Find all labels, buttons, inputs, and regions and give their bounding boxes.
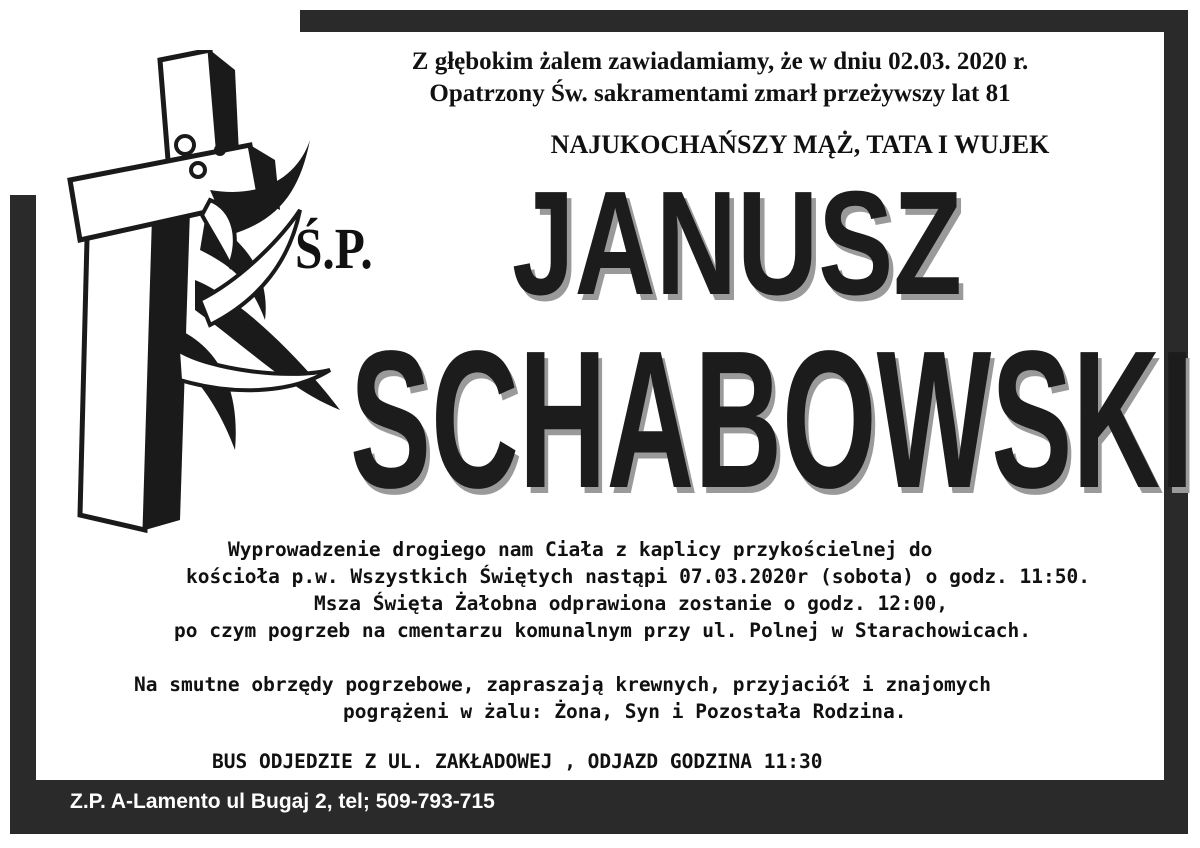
footer-contact: Z.P. A-Lamento ul Bugaj 2, tel; 509-793-715 [70,790,495,813]
details-line-2: kościoła p.w. Wszystkich Świętych nastąpi 07.03.2020r (sobota) o godz. 11:50. [186,565,1090,588]
details-line-3: Msza Święta Żałobna odprawiona zostanie o godz. 12:00, [314,592,948,615]
bus-info: BUS ODJEDZIE Z UL. ZAKŁADOWEJ , ODJAZD GODZINA 11:30 [212,750,823,773]
cross-with-lily-icon [60,50,360,550]
frame-left-border [10,195,36,834]
intro-line-1: Z głębokim żalem zawiadamiamy, że w dniu 02.03. 2020 r. [411,48,1029,75]
last-name: SCHABOWSKI [350,310,1194,529]
frame-top-border [300,10,1188,32]
details-line-4: po czym pogrzeb na cmentarzu komunalnym przy ul. Polnej w Starachowicach. [174,619,1032,642]
invitation-line-2: pogrążeni w żalu: Żona, Syn i Pozostała Rodzina. [343,700,907,723]
intro-line-2: Opatrzony Św. sakramentami zmarł przeżywszy lat 81 [429,80,1011,107]
first-name: JANUSZ [512,161,962,326]
invitation-line-1: Na smutne obrzędy pogrzebowe, zapraszają krewnych, przyjaciół i znajomych [134,673,992,696]
details-line-1: Wyprowadzenie drogiego nam Ciała z kaplicy przykościelnej do [228,538,933,561]
relation-heading: NAJUKOCHAŃSZY MĄŻ, TATA I WUJEK [550,130,1050,159]
prefix-sp: Ś.P. [295,216,373,281]
